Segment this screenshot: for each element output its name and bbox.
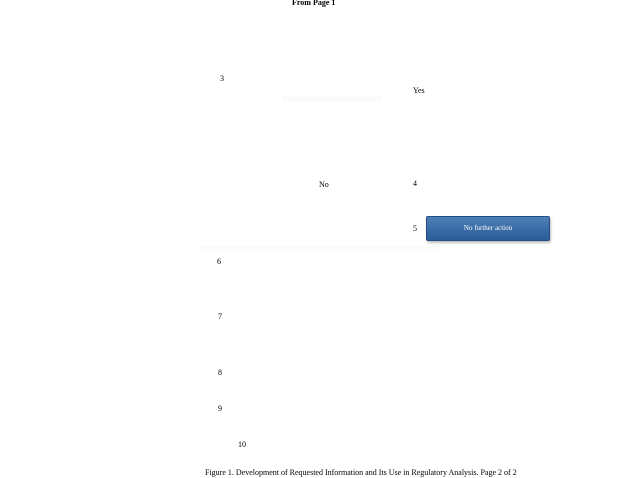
from-page-connector-label: From Page 1 xyxy=(292,0,336,7)
no-branch-label: No xyxy=(319,180,329,189)
step-6-number: 6 xyxy=(217,257,221,266)
yes-branch-label: Yes xyxy=(413,86,425,95)
step-10-number: 10 xyxy=(238,440,246,449)
step-3-number: 3 xyxy=(220,74,224,83)
step-7-number: 7 xyxy=(218,312,222,321)
faint-connector xyxy=(282,96,382,102)
figure-caption: Figure 1. Development of Requested Information and Its Use in Regulatory Analysis. Page 2 of 2 xyxy=(205,468,517,477)
step-9-number: 9 xyxy=(218,404,222,413)
step-5-number: 5 xyxy=(413,224,417,233)
no-further-action-box: No further action xyxy=(426,216,550,241)
faint-connector xyxy=(200,246,440,252)
step-8-number: 8 xyxy=(218,368,222,377)
step-4-number: 4 xyxy=(413,179,417,188)
